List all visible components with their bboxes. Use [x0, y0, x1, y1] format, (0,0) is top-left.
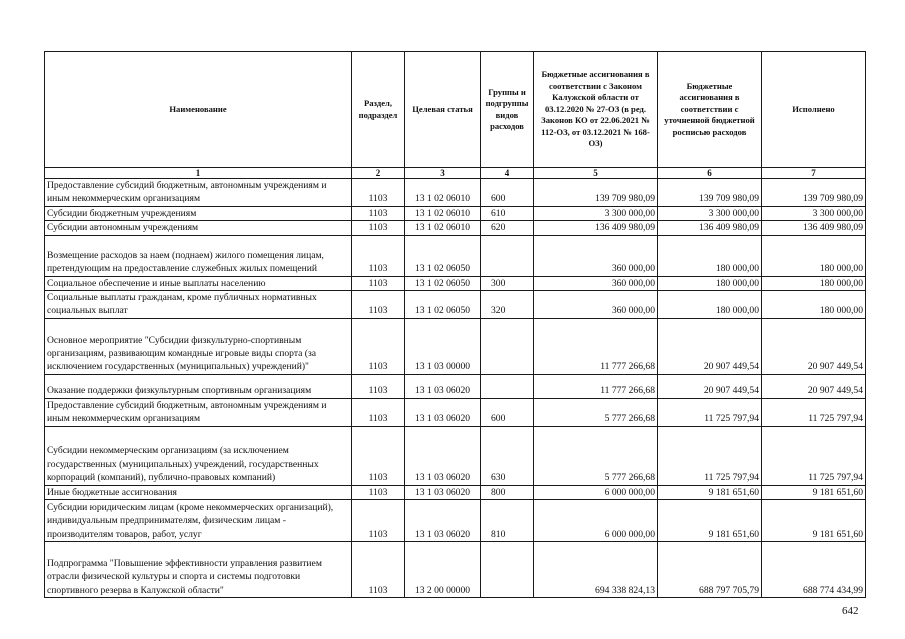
row-name: Субсидии бюджетным учреждениям: [45, 206, 352, 220]
column-number: 7: [762, 168, 866, 179]
row-refined: 20 907 449,54: [658, 318, 762, 374]
row-section: 1103: [352, 235, 405, 276]
row-target: 13 1 03 06020: [405, 500, 481, 542]
header-refined: Бюджетные ассигнования в соответствии с уточненной бюджетной росписью расходов: [658, 52, 762, 168]
row-name: Субсидии юридическим лицам (кроме некоммерческих организаций), индивидуальным предпринимателям, физическим лицам - производителям товаров, работ, услуг: [45, 500, 352, 542]
row-section: 1103: [352, 276, 405, 290]
table-row: [45, 179, 866, 207]
row-group: 630: [481, 426, 534, 485]
row-section: 1103: [352, 291, 405, 319]
row-name: Социальные выплаты гражданам, кроме публичных нормативных социальных выплат: [45, 291, 352, 319]
row-name: Субсидии некоммерческим организациям (за исключением государственных (муниципальных) учреждений, государственных корпораций (компаний), публично-правовых компаний): [45, 426, 352, 485]
row-group: 320: [481, 291, 534, 319]
column-number: 2: [352, 168, 405, 179]
row-executed: 3 300 000,00: [762, 206, 866, 220]
row-target: 13 2 00 00000: [405, 542, 481, 598]
row-group: 620: [481, 221, 534, 235]
row-group: [481, 542, 534, 598]
row-refined: 139 709 980,09: [658, 179, 762, 207]
row-name: Подпрограмма "Повышение эффективности управления развитием отрасли физической культуры и спорта и системы подготовки спортивного резерва в Калужской области": [45, 542, 352, 598]
table-row: [45, 276, 866, 290]
budget-table: [44, 51, 866, 598]
row-section: 1103: [352, 500, 405, 542]
table-row: [45, 374, 866, 398]
row-name: Оказание поддержки физкультурным спортивным организациям: [45, 374, 352, 398]
row-section: 1103: [352, 206, 405, 220]
header-groups: Группы и подгруппы видов расходов: [481, 52, 534, 168]
row-executed: 180 000,00: [762, 235, 866, 276]
row-name: Возмещение расходов за наем (поднаем) жилого помещения лицам, претендующим на предоставление служебных жилых помещений: [45, 235, 352, 276]
table-row: [45, 500, 866, 542]
row-name: Социальное обеспечение и иные выплаты населению: [45, 276, 352, 290]
row-executed: 20 907 449,54: [762, 318, 866, 374]
row-target: 13 1 02 06010: [405, 179, 481, 207]
row-section: 1103: [352, 318, 405, 374]
header-section: Раздел, подраздел: [352, 52, 405, 168]
table-row: [45, 221, 866, 235]
row-law: 5 777 266,68: [534, 398, 658, 426]
row-target: 13 1 02 06050: [405, 276, 481, 290]
row-law: 360 000,00: [534, 235, 658, 276]
row-law: 360 000,00: [534, 291, 658, 319]
row-refined: 180 000,00: [658, 291, 762, 319]
row-group: 600: [481, 179, 534, 207]
row-group: 610: [481, 206, 534, 220]
row-target: 13 1 03 06020: [405, 426, 481, 485]
header-executed: Исполнено: [762, 52, 866, 168]
row-target: 13 1 02 06010: [405, 206, 481, 220]
row-law: 6 000 000,00: [534, 500, 658, 542]
row-target: 13 1 02 06010: [405, 221, 481, 235]
header-row: [45, 52, 866, 168]
row-refined: 11 725 797,94: [658, 398, 762, 426]
row-law: 136 409 980,09: [534, 221, 658, 235]
column-number: 1: [45, 168, 352, 179]
row-section: 1103: [352, 221, 405, 235]
row-target: 13 1 02 06050: [405, 291, 481, 319]
row-group: [481, 374, 534, 398]
row-refined: 688 797 705,79: [658, 542, 762, 598]
row-refined: 9 181 651,60: [658, 485, 762, 499]
row-target: 13 1 03 06020: [405, 485, 481, 499]
row-name: Основное мероприятие "Субсидии физкультурно-спортивным организациям, развивающим командные игровые виды спорта (за исключением государственных (муниципальных) учреждений)": [45, 318, 352, 374]
row-section: 1103: [352, 542, 405, 598]
table-row: [45, 426, 866, 485]
column-number: 3: [405, 168, 481, 179]
table-row: [45, 542, 866, 598]
row-name: Предоставление субсидий бюджетным, автономным учреждениям и иным некоммерческим организациям: [45, 398, 352, 426]
row-executed: 11 725 797,94: [762, 398, 866, 426]
row-executed: 11 725 797,94: [762, 426, 866, 485]
row-executed: 9 181 651,60: [762, 500, 866, 542]
table-row: [45, 485, 866, 499]
row-section: 1103: [352, 179, 405, 207]
row-group: 810: [481, 500, 534, 542]
row-section: 1103: [352, 426, 405, 485]
row-group: 600: [481, 398, 534, 426]
row-refined: 3 300 000,00: [658, 206, 762, 220]
row-target: 13 1 03 06020: [405, 398, 481, 426]
row-executed: 20 907 449,54: [762, 374, 866, 398]
row-refined: 20 907 449,54: [658, 374, 762, 398]
row-law: 3 300 000,00: [534, 206, 658, 220]
row-target: 13 1 03 06020: [405, 374, 481, 398]
row-law: 5 777 266,68: [534, 426, 658, 485]
row-executed: 9 181 651,60: [762, 485, 866, 499]
row-name: Иные бюджетные ассигнования: [45, 485, 352, 499]
column-number: 5: [534, 168, 658, 179]
row-refined: 9 181 651,60: [658, 500, 762, 542]
row-law: 139 709 980,09: [534, 179, 658, 207]
table-row: [45, 206, 866, 220]
table-row: [45, 235, 866, 276]
row-group: [481, 235, 534, 276]
page-number: 642: [842, 605, 859, 617]
table-row: [45, 318, 866, 374]
header-law: Бюджетные ассигнования в соответствии с Законом Калужской области от 03.12.2020 № 27-ОЗ (в ред. Законов КО от 22.06.2021 № 112-ОЗ, от 03.12.2021 № 168-ОЗ): [534, 52, 658, 168]
row-executed: 136 409 980,09: [762, 221, 866, 235]
table-row: [45, 291, 866, 319]
budget-table-sheet: [44, 51, 865, 598]
row-executed: 180 000,00: [762, 276, 866, 290]
row-target: 13 1 02 06050: [405, 235, 481, 276]
row-refined: 11 725 797,94: [658, 426, 762, 485]
table-row: [45, 398, 866, 426]
row-group: [481, 318, 534, 374]
row-section: 1103: [352, 398, 405, 426]
row-target: 13 1 03 00000: [405, 318, 481, 374]
column-number: 4: [481, 168, 534, 179]
row-law: 360 000,00: [534, 276, 658, 290]
row-refined: 136 409 980,09: [658, 221, 762, 235]
header-target: Целевая статья: [405, 52, 481, 168]
row-executed: 688 774 434,99: [762, 542, 866, 598]
row-executed: 139 709 980,09: [762, 179, 866, 207]
row-group: 800: [481, 485, 534, 499]
row-section: 1103: [352, 374, 405, 398]
row-executed: 180 000,00: [762, 291, 866, 319]
row-law: 694 338 824,13: [534, 542, 658, 598]
row-group: 300: [481, 276, 534, 290]
row-law: 11 777 266,68: [534, 318, 658, 374]
row-refined: 180 000,00: [658, 235, 762, 276]
row-name: Субсидии автономным учреждениям: [45, 221, 352, 235]
row-refined: 180 000,00: [658, 276, 762, 290]
row-name: Предоставление субсидий бюджетным, автономным учреждениям и иным некоммерческим организациям: [45, 179, 352, 207]
column-number: 6: [658, 168, 762, 179]
row-section: 1103: [352, 485, 405, 499]
header-name: Наименование: [45, 52, 352, 168]
row-law: 6 000 000,00: [534, 485, 658, 499]
row-law: 11 777 266,68: [534, 374, 658, 398]
column-number-row: [45, 168, 866, 179]
